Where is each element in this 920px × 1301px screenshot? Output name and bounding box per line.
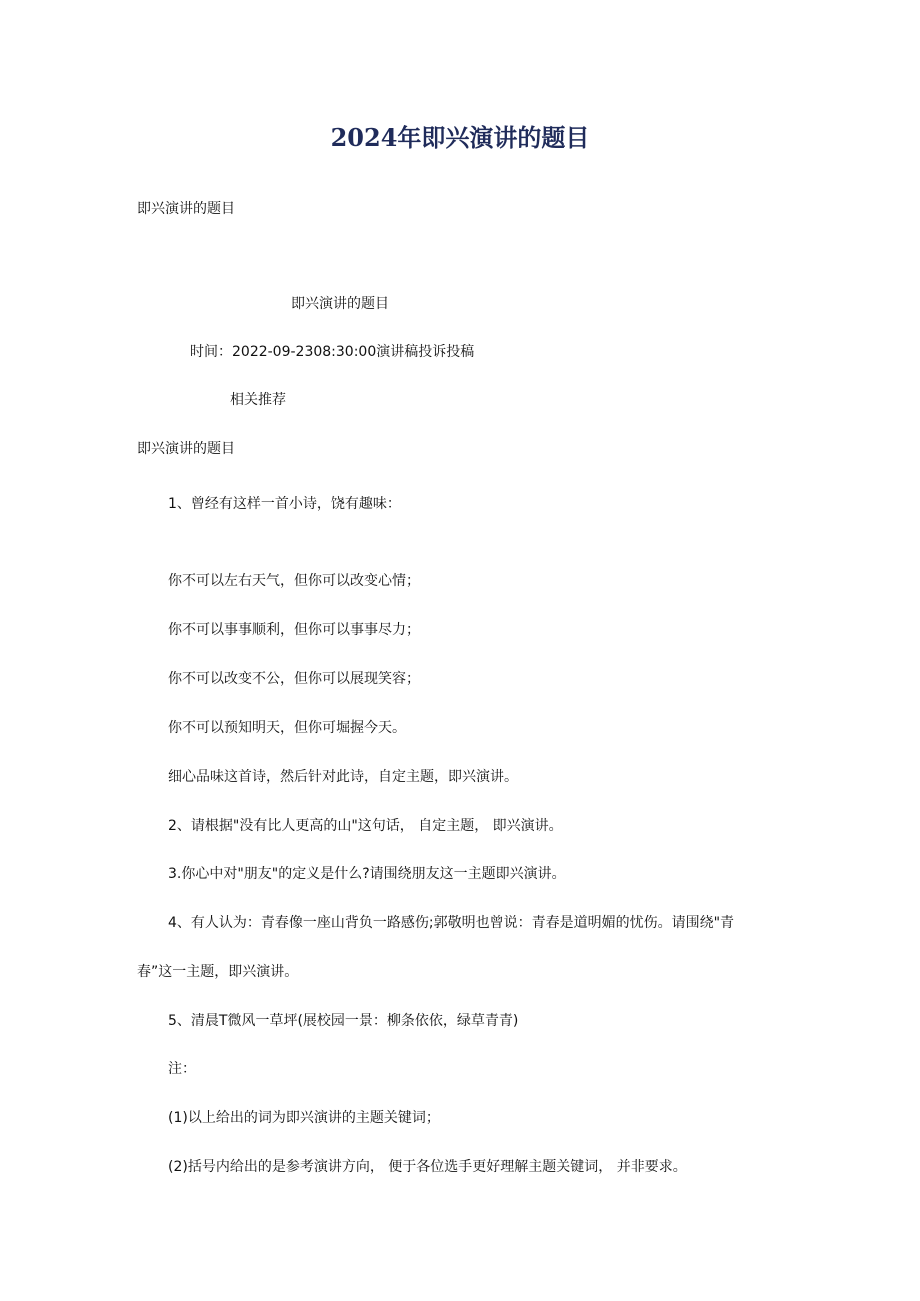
meta-line: 时间：2022-09-2308:30:00演讲稿投诉投稿 — [190, 344, 475, 360]
paragraph: 春”这一主题，即兴演讲。 — [137, 964, 299, 980]
paragraph: 5、清晨T微风一草坪(展校园一景：柳条依依，绿草青青) — [168, 1013, 519, 1029]
section-title: 即兴演讲的题目 — [137, 441, 235, 457]
paragraph: 你不可以预知明天，但你可堀握今天。 — [168, 720, 406, 736]
paragraph: 2、请根据"没有比人更高的山"这句话， 自定主题， 即兴演讲。 — [168, 818, 563, 834]
paragraph: 4、有人认为：青春像一座山背负一路感伤;郭敬明也曾说：青春是道明媚的忧伤。请围绕"青 — [168, 915, 735, 931]
paragraph: 1、曾经有这样一首小诗，饶有趣味： — [168, 496, 401, 512]
document-title: 2024年即兴演讲的题目 — [330, 123, 590, 152]
paragraph: 细心品味这首诗，然后针对此诗，自定主题，即兴演讲。 — [168, 769, 518, 785]
subtitle-top: 即兴演讲的题目 — [137, 201, 235, 217]
paragraph: (2)括号内给出的是参考演讲方向， 便于各位选手更好理解主题关键词， 并非要求。 — [168, 1159, 687, 1175]
paragraph: (1)以上给出的词为即兴演讲的主题关键词； — [168, 1110, 440, 1126]
paragraph: 你不可以左右天气，但你可以改变心情； — [168, 573, 420, 589]
header-center-title: 即兴演讲的题目 — [291, 296, 389, 312]
related-recommend-link[interactable]: 相关推荐 — [230, 392, 286, 408]
paragraph: 你不可以改变不公，但你可以展现笑容； — [168, 671, 420, 687]
paragraph: 3.你心中对"朋友"的定义是什么?请围绕朋友这一主题即兴演讲。 — [168, 866, 566, 882]
paragraph: 注： — [168, 1061, 196, 1077]
paragraph: 你不可以事事顺利，但你可以事事尽力； — [168, 622, 420, 638]
